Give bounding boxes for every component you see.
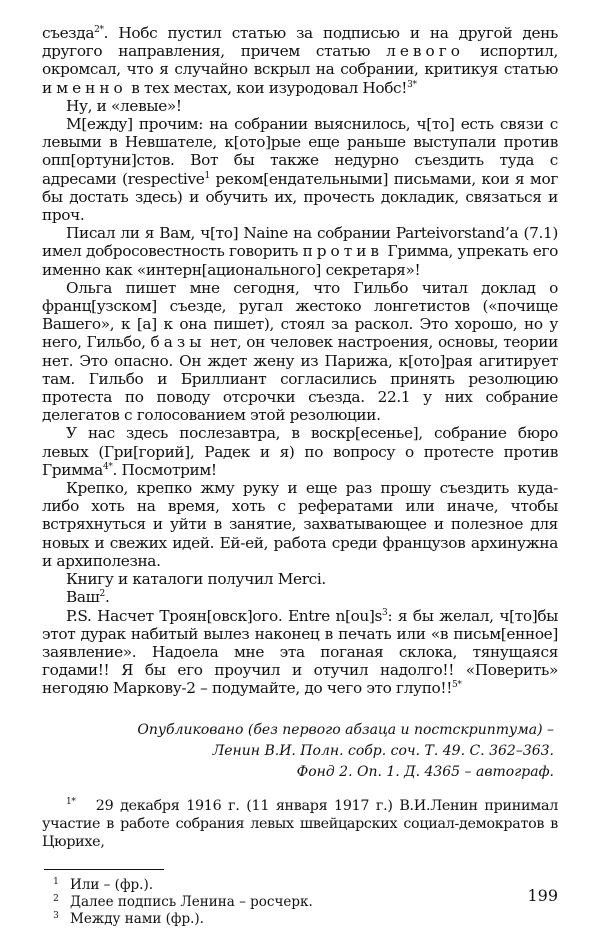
text-run: P.S. Насчет Троян[овск]ого. Entre n[ou]s [66, 606, 383, 625]
footnote-ref: 3* [407, 79, 417, 90]
emphasized-word: базы [150, 333, 206, 352]
endnote-paragraph [42, 797, 558, 851]
footnote-ref: 2 [99, 589, 105, 600]
text-run: М[ежду] прочим: на собрании выяснилось, ч[то] есть связи с левыми в Невшателе, к[ото]рые еще раньше выступали против опп[ортуни]стов. Вот бы также недурно съездить туда с адресами (respective [42, 115, 558, 188]
letter-body [42, 24, 558, 698]
text-run: : я бы желал, ч[то]бы этот дурак набитый вылез наконец в печать или «в письм[енное] заявление». Надоела мне эта поганая склока, тянущаяся годами!! Я бы его проучил и отучил надолго!! «Поверить» негодяю Маркову-2 – подумайте, до чего это глупо!! [42, 606, 558, 698]
text-run: Гримма, упрекать его именно как «интерн[ационального] секретаря»! [42, 242, 559, 279]
text-run: Книгу и каталоги получил Merci. [66, 570, 326, 589]
footnote-text: Между нами (фр.). [70, 910, 204, 927]
text-run: съезда [42, 24, 95, 42]
page-content [42, 24, 558, 928]
text-run: реком[ендательными] письмами, кои я мог бы достать здесь) и обучить их, прочесть докладик, связаться и проч. [42, 169, 558, 225]
text-run: нет, он человек настроения, основы, теории нет. Это опасно. Он ждет жену из Парижа, к[ото]рая агитирует там. Гильбо и Бриллиант согласились принять резолюцию протеста по поводу отсрочки съезда. 22.1 у них собрание делегатов с голосованием этой резолюции. [42, 333, 558, 425]
footnote-number: 1 [53, 876, 59, 887]
footnote-text: Далее подпись Ленина – росчерк. [70, 893, 313, 910]
emphasized-word: против [302, 242, 384, 261]
endnote-text: 29 декабря 1916 г. (11 января 1917 г.) В.И.Ленин принимал участие в работе собрания левых швейцарских социал-демократов в Цюрихе, [42, 797, 558, 850]
text-run: Ольга пишет мне сегодня, что Гильбо читал доклад о франц[узском] съезде, ругал жестоко лонгетистов («почище Вашего», к [а] к она пишет), стоял за раскол. Это хорошо, но у него, Гильбо, [42, 278, 558, 352]
footnote-text: Или – (фр.). [70, 876, 154, 893]
emphasized-word: левого [386, 42, 464, 61]
footnotes [42, 877, 558, 928]
text-run: . [104, 588, 110, 607]
footnote-number: 3 [53, 910, 59, 921]
endnote-marker: 1* [66, 796, 76, 807]
paragraph [42, 479, 558, 570]
footnote-ref: 2* [94, 25, 104, 35]
page-number: 199 [527, 886, 558, 905]
source-line: Опубликовано (без первого абзаца и постскриптума) – [137, 721, 554, 738]
footnote [42, 877, 558, 894]
paragraph [42, 279, 558, 425]
paragraph [42, 588, 558, 606]
paragraph [42, 424, 558, 479]
source-line: Ленин В.И. Полн. собр. соч. Т. 49. С. 362–363. [212, 742, 554, 759]
text-run: Ваш [66, 588, 100, 607]
paragraph [42, 97, 558, 115]
archive-reference: Фонд 2. Оп. 1. Д. 4365 – автограф. [296, 763, 554, 780]
text-run: Ну, и «левые»! [66, 96, 182, 115]
paragraph [42, 115, 558, 224]
footnote-ref: 1 [204, 170, 210, 181]
footnote [42, 894, 558, 911]
footnote-divider [44, 869, 164, 870]
text-run: Писал ли я Вам, ч[то] Naine на собрании Parteivorstand’a (7.1) имел добросовестность говорить [42, 224, 558, 261]
emphasized-word: именно [42, 78, 127, 97]
paragraph [42, 24, 558, 97]
text-run: У нас здесь послезавтра, в воскр[есенье], собрание бюро левых (Гри[горий], Радек и я) по вопросу о протесте против Гримма [42, 424, 558, 479]
text-run: в тех местах, кои изуродовал Нобс! [126, 78, 408, 97]
publication-source [42, 720, 558, 783]
text-run: . Посмотрим! [112, 460, 217, 479]
footnote-ref: 5* [452, 680, 462, 691]
footnote [42, 911, 558, 928]
text-run: . Нобс пустил статью за подписью и на другой день другого направления, причем статью [42, 24, 558, 61]
text-run: Крепко, крепко жму руку и еще раз прошу съездить куда-либо хоть на время, хоть с рефератами или иначе, чтобы встряхнуться и уйти в занятие, захватывающее и полезное для новых и свежих идей. Ей-ей, работа среди французов архинужна и архиполезна. [42, 479, 558, 570]
paragraph [42, 570, 558, 588]
endnote [42, 797, 558, 851]
paragraph [42, 224, 558, 279]
footnote-ref: 3 [382, 607, 388, 618]
text-run: испортил, окромсал, что я случайно вскрыл на собрании, критикуя статью [42, 42, 559, 79]
footnote-ref: 4* [102, 461, 113, 472]
footnote-number: 2 [53, 893, 59, 904]
paragraph [42, 607, 558, 698]
